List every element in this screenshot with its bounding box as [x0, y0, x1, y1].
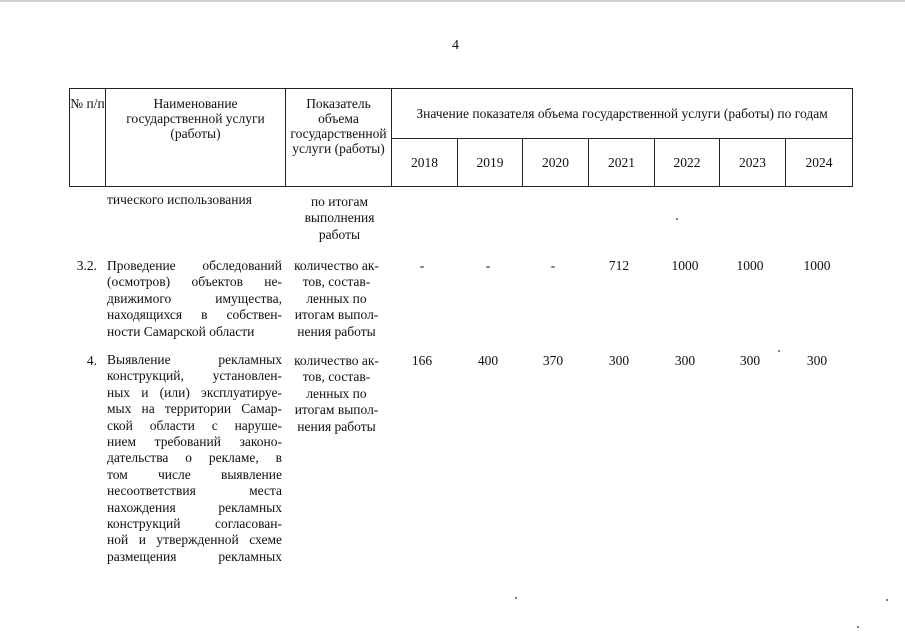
row-value: 300 — [806, 353, 828, 368]
row-value: - — [485, 258, 491, 273]
continuation-name: тического использования — [107, 192, 252, 207]
header-year: 2023 — [720, 139, 786, 187]
row-value: 166 — [411, 353, 433, 368]
page-number: 4 — [452, 38, 459, 53]
row-value: 300 — [739, 353, 761, 368]
header-num: № п/п — [70, 89, 106, 187]
header-year: 2024 — [786, 139, 853, 187]
header-values: Значение показателя объема государственной услуги (работы) по годам — [392, 89, 853, 139]
header-year: 2021 — [589, 139, 655, 187]
row-value: 300 — [608, 353, 630, 368]
header-year: 2022 — [655, 139, 720, 187]
row-indicator: количество ак- тов, состав- ленных по итогам выпол- нения работы — [294, 258, 379, 339]
header-service-name: Наименование государственной услуги (работы) — [106, 89, 286, 187]
header-year: 2019 — [458, 139, 523, 187]
scan-speck — [886, 599, 888, 601]
row-value: 400 — [477, 353, 499, 368]
header-indicator: Показатель объема государственной услуги (работы) — [286, 89, 392, 187]
row-value: 1000 — [736, 258, 764, 273]
row-value: - — [550, 258, 556, 273]
scan-speck — [676, 218, 678, 220]
row-value: - — [419, 258, 425, 273]
scan-top-edge — [0, 0, 905, 2]
continuation-indicator: по итогам выполнения работы — [304, 194, 375, 242]
row-number: 3.2. — [76, 258, 97, 273]
row-value: 300 — [674, 353, 696, 368]
scan-speck — [857, 626, 859, 628]
row-number: 4. — [86, 353, 97, 368]
row-value: 1000 — [803, 258, 831, 273]
table-header — [69, 88, 853, 187]
row-service-name: Проведение обследований (осмотров) объектов не- движимого имущества, находящихся в собствен- ности Самарской области — [107, 258, 282, 339]
header-year: 2018 — [392, 139, 458, 187]
row-service-name: Выявление рекламных конструкций, установлен- ных и (или) эксплуатируе- мых на территории Самар- ской области с наруше- нием требований законо- дательства о рекламе, в том числе выявление несоответствия места нахождения рекламных конструкций согласован- ной и утвержденной схеме размещения рекламных — [107, 352, 282, 564]
header-year: 2020 — [523, 139, 589, 187]
row-indicator: количество ак- тов, состав- ленных по итогам выпол- нения работы — [294, 353, 379, 434]
row-value: 370 — [542, 353, 564, 368]
scan-speck — [515, 597, 517, 599]
row-value: 1000 — [671, 258, 699, 273]
row-value: 712 — [608, 258, 630, 273]
scan-speck — [778, 350, 780, 352]
